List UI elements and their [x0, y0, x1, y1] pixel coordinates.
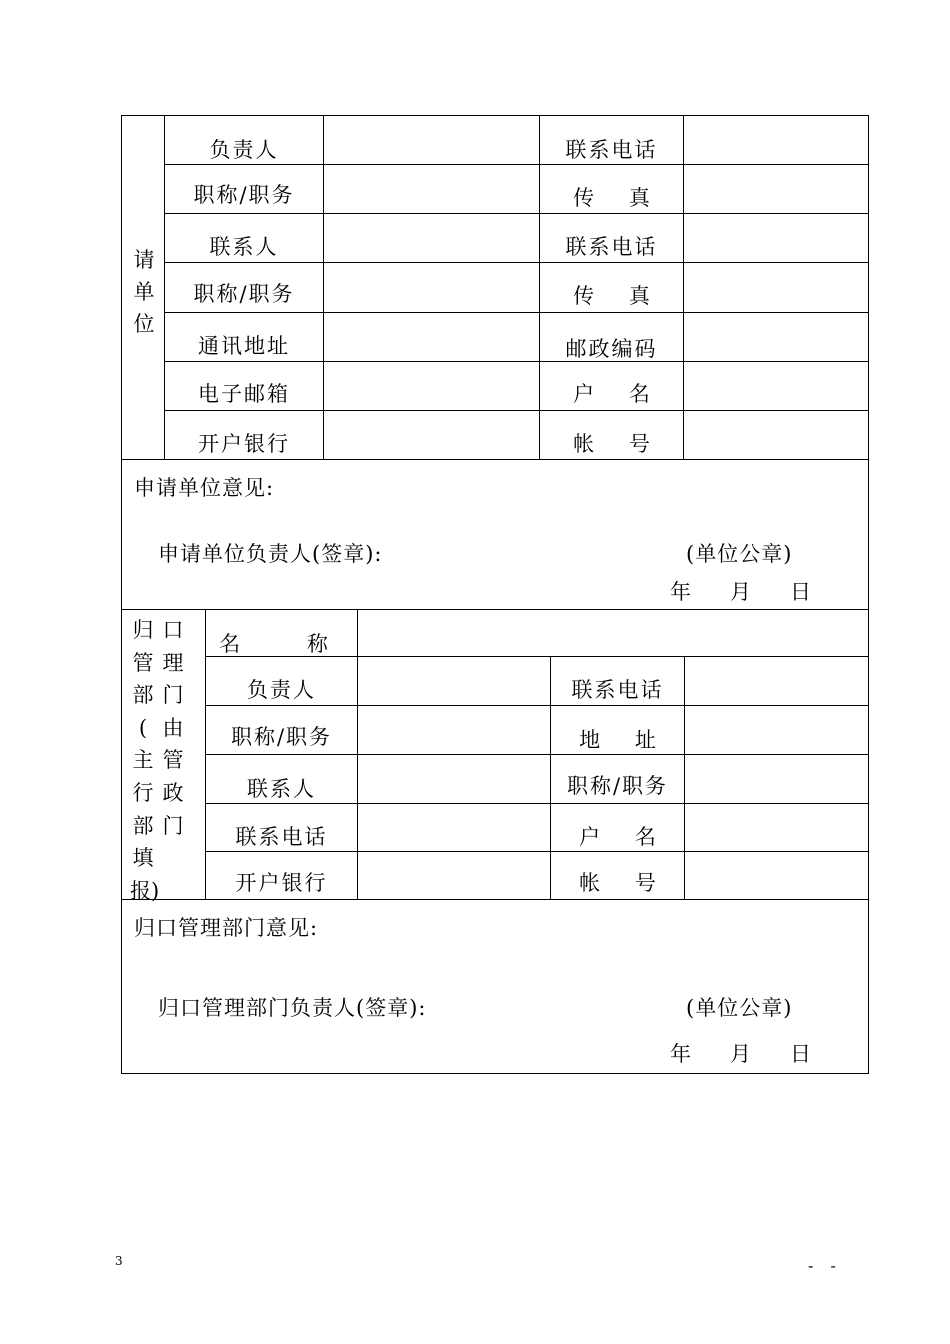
value-fax-2[interactable] [684, 263, 868, 311]
label-dept-bank: 开户银行 [235, 871, 328, 895]
label-dept-address: 地 址 [579, 728, 670, 752]
label-mailing-address: 通讯地址 [198, 334, 290, 358]
label-dept-responsible-person: 负责人 [247, 678, 316, 702]
department-date-year: 年 [670, 1042, 692, 1066]
label-dept-title-position-2: 职称/职务 [566, 774, 669, 798]
value-dept-contact-phone-2[interactable] [358, 804, 549, 851]
label-contact-person: 联系人 [209, 235, 279, 259]
applicant-opinion-label: 申请单位意见: [134, 476, 275, 500]
department-seal-label: (单位公章) [686, 996, 793, 1020]
page-number: 3 [115, 1254, 123, 1268]
value-dept-contact-person[interactable] [358, 755, 549, 803]
label-fax-2: 传 真 [573, 284, 664, 308]
label-account-name: 户 名 [573, 382, 664, 406]
value-fax[interactable] [684, 165, 868, 213]
label-email: 电子邮箱 [198, 382, 290, 406]
label-dept-contact-phone: 联系电话 [571, 678, 664, 702]
value-dept-title-position-2[interactable] [685, 755, 868, 803]
department-date-day: 日 [790, 1042, 812, 1066]
label-fax: 传 真 [573, 186, 664, 210]
department-opinion-label: 归口管理部门意见: [134, 916, 319, 940]
department-date-month: 月 [730, 1042, 752, 1066]
value-dept-title-position[interactable] [358, 706, 549, 754]
label-bank: 开户银行 [198, 432, 290, 456]
label-title-position-2: 职称/职务 [193, 282, 295, 306]
label-responsible-person: 负责人 [209, 138, 279, 162]
value-account-number[interactable] [684, 411, 868, 459]
label-dept-title-position: 职称/职务 [230, 725, 333, 749]
value-dept-name[interactable] [358, 610, 868, 656]
applicant-date-day: 日 [790, 580, 812, 604]
footer-marks: - - [808, 1256, 842, 1275]
value-responsible-person[interactable] [324, 116, 538, 164]
value-account-name[interactable] [684, 362, 868, 410]
label-title-position: 职称/职务 [193, 183, 295, 207]
applicant-date-month: 月 [730, 580, 752, 604]
label-postal-code: 邮政编码 [565, 337, 658, 361]
value-contact-phone-2[interactable] [684, 214, 868, 262]
applicant-signature-label: 申请单位负责人(签章): [158, 542, 383, 566]
department-side-label: 归 口 管 理 部 门 ( 由 主 管 行 政 部 门 填 报) [130, 618, 184, 903]
value-dept-account-number[interactable] [685, 852, 868, 899]
value-dept-address[interactable] [685, 706, 868, 754]
value-contact-person[interactable] [324, 214, 538, 262]
value-dept-bank[interactable] [358, 852, 549, 899]
label-contact-phone: 联系电话 [565, 138, 658, 162]
value-dept-responsible-person[interactable] [358, 657, 549, 705]
applicant-side-label: 请 单 位 [133, 248, 155, 336]
label-account-number: 帐 号 [573, 432, 664, 456]
label-dept-contact-phone-2: 联系电话 [235, 825, 328, 849]
value-dept-account-name[interactable] [685, 804, 868, 851]
value-title-position[interactable] [324, 165, 538, 213]
value-bank[interactable] [324, 411, 538, 459]
label-dept-account-number: 帐 号 [579, 871, 670, 895]
value-dept-contact-phone[interactable] [685, 657, 868, 705]
value-title-position-2[interactable] [324, 263, 538, 311]
value-contact-phone[interactable] [684, 116, 868, 164]
applicant-seal-label: (单位公章) [686, 542, 793, 566]
applicant-date-year: 年 [670, 580, 692, 604]
label-dept-contact-person: 联系人 [247, 777, 316, 801]
label-dept-name: 名 称 [219, 632, 358, 656]
department-signature-label: 归口管理部门负责人(签章): [158, 996, 427, 1020]
value-email[interactable] [324, 362, 538, 410]
label-dept-account-name: 户 名 [579, 825, 670, 849]
value-mailing-address[interactable] [324, 313, 538, 361]
value-postal-code[interactable] [684, 313, 868, 361]
label-contact-phone-2: 联系电话 [565, 235, 658, 259]
